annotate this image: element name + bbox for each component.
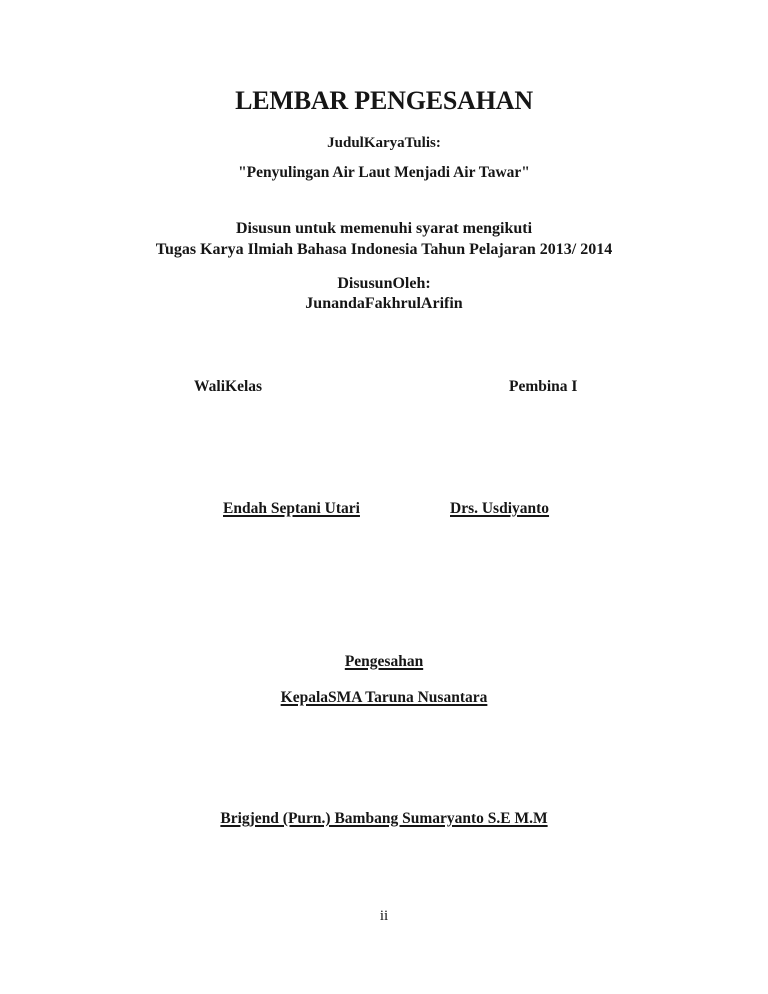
signatory-role-pembina: Pembina I xyxy=(509,378,578,395)
disusun-oleh-label: DisusunOleh: xyxy=(337,275,431,292)
author-block xyxy=(0,274,768,314)
page-title: LEMBAR PENGESAHAN xyxy=(235,86,533,115)
judul-karya-tulis-label: JudulKaryaTulis: xyxy=(327,135,441,151)
approval-signatory-name: Brigjend (Purn.) Bambang Sumaryanto S.E M.M xyxy=(220,810,548,827)
paper-title: "Penyulingan Air Laut Menjadi Air Tawar" xyxy=(238,164,530,181)
purpose-line-2: Tugas Karya Ilmiah Bahasa Indonesia Tahun Pelajaran 2013/ 2014 xyxy=(155,241,613,258)
author-name: JunandaFakhrulArifin xyxy=(305,295,463,312)
signatory-name-pembina: Drs. Usdiyanto xyxy=(450,500,550,517)
signatory-name-wali-kelas: Endah Septani Utari xyxy=(223,500,360,517)
approval-subheading: KepalaSMA Taruna Nusantara xyxy=(280,689,488,706)
purpose-line-1: Disusun untuk memenuhi syarat mengikuti xyxy=(235,220,533,237)
approval-heading: Pengesahan xyxy=(344,653,424,670)
purpose-block xyxy=(0,218,768,260)
signatory-role-wali-kelas: WaliKelas xyxy=(194,378,263,395)
page-number: ii xyxy=(379,908,389,924)
